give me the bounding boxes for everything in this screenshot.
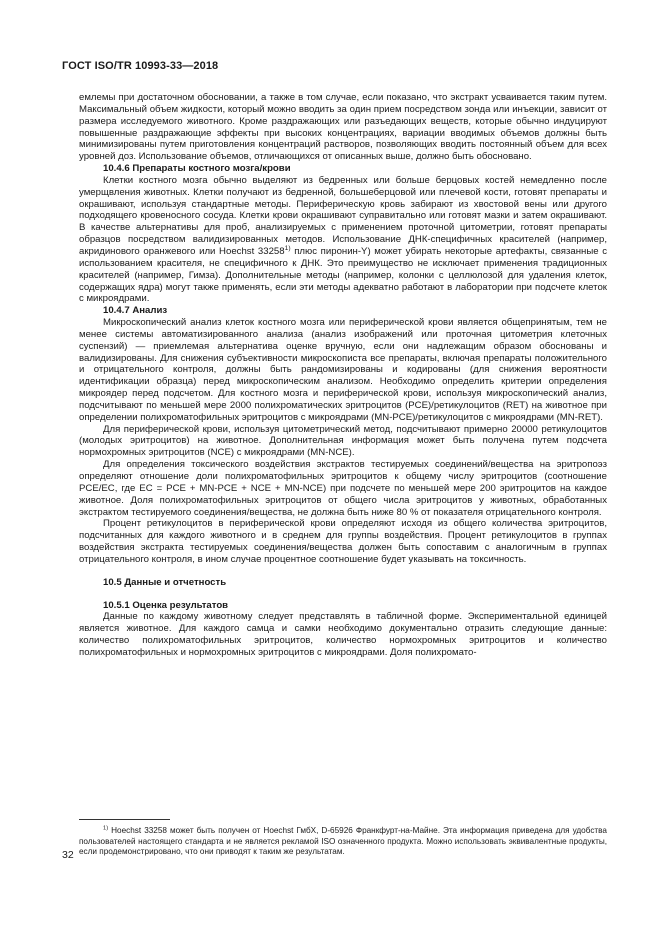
document-body — [79, 92, 607, 659]
paragraph-text: плюс пиронин-Y) может убирать некоторые артефакты, связанные с использованием красителя, не специфичного к ДНК. Это преимущество не исключает применения традиционных красителей (например, Гимза). Дополнительные методы (например, колонки с целлюлозой для удаления клеток, содержащих ядра) могут также применять, если эти методы адекватно работают в лаборатории при подсчете клеток с микроядрами. — [79, 245, 607, 305]
section-heading-10-5: 10.5 Данные и отчетность — [103, 576, 227, 588]
footnote-reference: 1) — [284, 244, 291, 252]
footnote-text: Hoechst 33258 может быть получен от Hoechst ГмбХ, D-65926 Франкфурт-на-Майне. Эта информация приведена для удобства пользователей настоящего стандарта и не является рекламой ISO означенного продукта. Можно использовать эквивалентные продукты, если продемонстрировано, что они приводят к таким же результатам. — [79, 826, 607, 857]
paragraph-text: Клетки костного мозга обычно выделяют из бедренных или больше берцовых костей немедленно после умерщвления животных. Клетки получают из бедренной, большеберцовой или плечевой кости, готовят препараты и окрашивают, используя стандартные методы. Периферическую кровь забирают из хвостовой вены или другого подходящего кровеносного сосуда. Клетки крови окрашивают суправитально или готовят мазки и затем окрашивают. В качестве альтернативы для проб, анализируемых с применением проточной цитометрии, готовят препараты образцов посредством валидизированных методов. Использование ДНК-специфичных красителей (например, акридинового оранжевого или Hoechst 33258 — [79, 174, 607, 257]
paragraph: Данные по каждому животному следует представлять в табличной форме. Экспериментальной единицей является животное. Для каждого самца и самки необходимо документально отразить следующие данные: количество полихроматофильных эритроцитов, количество нормохромных эритроцитов и количество полихроматофильных и нормохромных эритроцитов с микроядрами. Доля полихромато- — [79, 611, 607, 658]
document-header: ГОСТ ISO/TR 10993-33—2018 — [62, 60, 219, 72]
footnote — [79, 826, 607, 858]
paragraph: емлемы при достаточном обосновании, а также в том случае, если показано, что экстракт усваивается таким путем. Максимальный объем жидкости, который можно вводить за один прием посредством зонда или инъекции, зависит от размера исследуемого животного. Кроме раздражающих или разъедающих веществ, которые обычно индуцируют повышенные раздражающие эффекты при высоких концентрациях, вариации вводимых объемов должны быть минимизированы путем приготовления концентраций растворов, позволяющих вводить постоянный объем для всех уровней доз. Использование объемов, отличающихся от описанных выше, должно быть обосновано. — [79, 92, 607, 163]
paragraph: Процент ретикулоцитов в периферической крови определяют исходя из общего количества эритроцитов, подсчитанных для каждого животного и в среднем для группы воздействия. Процент ретикулоцитов в группах воздействия экстракта тестируемых соединения/вещества должен быть сопоставим с аналогичным в группах отрицательного контроля, в ином случае процентное соотношение будет указывать на токсичность. — [79, 518, 607, 565]
footnote-marker: 1) — [103, 825, 109, 832]
paragraph: Микроскопический анализ клеток костного мозга или периферической крови является общепринятым, тем не менее системы автоматизированного анализа (анализ изображений или проточная цитометрия клеточных суспензий) — приемлемая альтернатива оценке вручную, если они надлежащим образом обоснованы и валидизированы. Для снижения субъективности микроскописта все препараты, включая препараты положительного и отрицательного контроля, должны быть рандомизированы и кодированы (для снижения вероятности идентификации образца) перед микроскопическим анализом. Необходимо определить критерии определения микроядер перед подсчетом. Для костного мозга и периферической крови, используя микроскопический анализ, подсчитывают по меньшей мере 2000 полихроматических эритроцитов (PCE)/ретикулоцитов (RET) на животное при определении полихроматофильных эритроцитов с микроядрами (MN-PCE)/ретикулоцитов с микроядрами (MN-RET). — [79, 317, 607, 423]
paragraph: Для определения токсического воздействия экстрактов тестируемых соединений/вещества на эритропоэз определяют отношение доли полихроматофильных эритроцитов к общему числу эритроцитов (соотношение PCE/EC, где EC = PCE + MN-PCE + NCE + MN-NCE) при подсчете по меньшей мере 200 эритроцитов на каждое животное. Доля полихроматофильных эритроцитов от общего числа эритроцитов у животных, обработанных экстрактом тестируемого соединения/вещества, не должна быть ниже 80 % от показателя отрицательного контроля. — [79, 459, 607, 518]
section-heading-10-5-1: 10.5.1 Оценка результатов — [103, 599, 229, 611]
footnote-divider — [79, 819, 170, 820]
section-heading-10-4-6: 10.4.6 Препараты костного мозга/крови — [103, 163, 291, 175]
paragraph: Для периферической крови, используя цитометрический метод, подсчитывают примерно 20000 ретикулоцитов (молодых эритроцитов) на животное. Дополнительная информация может быть получена путем подсчета нормохромных эритроцитов (NCE) с микроядрами (MN-NCE). — [79, 423, 607, 459]
paragraph — [79, 175, 607, 305]
section-heading-10-4-7: 10.4.7 Анализ — [103, 305, 168, 317]
page-number: 32 — [62, 849, 74, 861]
